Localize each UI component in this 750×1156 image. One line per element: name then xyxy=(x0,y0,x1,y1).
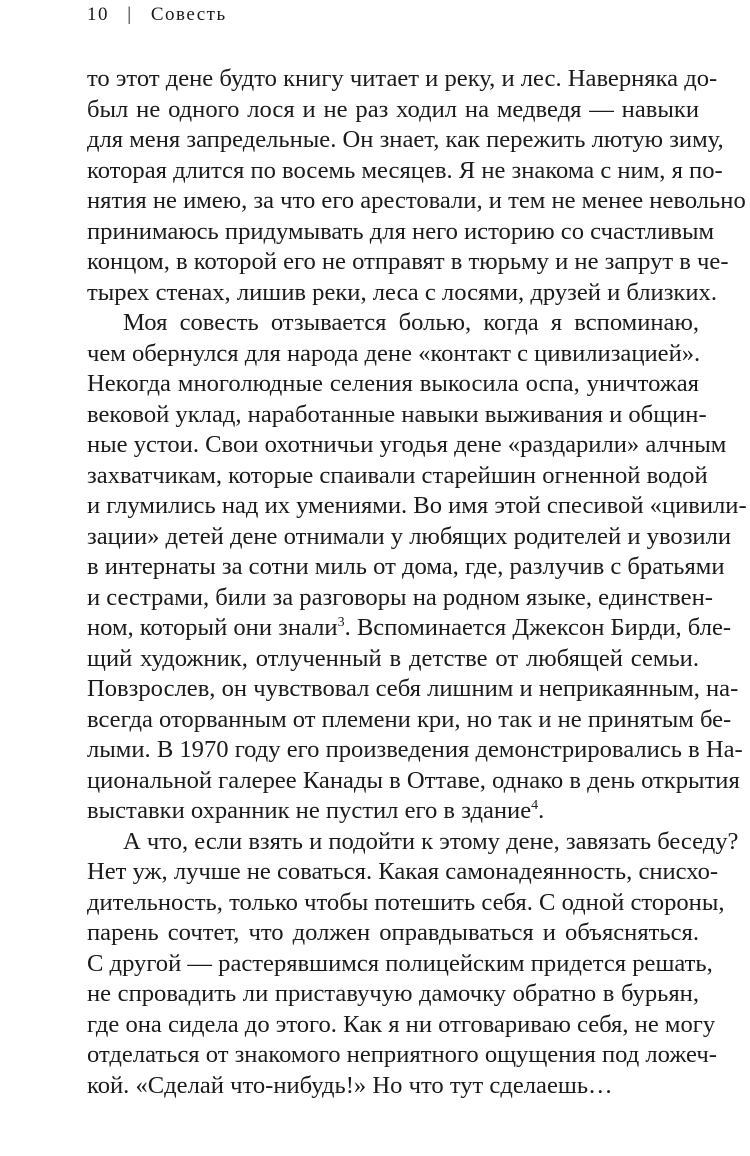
text-line: щий художник, отлученный в детстве от любящей семьи. xyxy=(87,644,699,672)
running-head xyxy=(87,3,227,27)
text-line: не спровадить ли приставучую дамочку обратно в бурьян, xyxy=(87,980,699,1007)
text-fragment: . xyxy=(538,797,545,824)
text-line xyxy=(87,613,732,644)
text-line: чем обернулся для народа дене «контакт с цивилизацией». xyxy=(87,339,701,367)
text-fragment: ном, который они знали xyxy=(87,614,338,641)
text-line: то этот дене будто книгу читает и реку, и лес. Наверняка до- xyxy=(87,65,718,92)
paragraph xyxy=(87,308,747,827)
text-line: концом, в которой его не отправят в тюрьму и не запрут в че- xyxy=(87,248,729,275)
text-line: ные устои. Свои охотничьи угодья дене «раздарили» алчным xyxy=(87,431,727,458)
text-line: всегда оторванным от племени кри, но так и не принятым бе- xyxy=(87,705,732,733)
text-line: для меня запредельные. Он знает, как пережить лютую зиму, xyxy=(87,126,724,153)
text-line: Повзрослев, он чувствовал себя лишним и неприкаянным, на- xyxy=(87,675,739,702)
text-line xyxy=(87,796,699,827)
text-line: циональной галерее Канады в Оттаве, однако в день открытия xyxy=(87,766,740,794)
text-fragment: выставки охранник не пустил его в здание xyxy=(87,797,532,824)
text-line: в интернаты за сотни миль от дома, где, разлучив с братьями xyxy=(87,553,725,580)
body-text xyxy=(87,64,747,1101)
footnote-marker: 4 xyxy=(531,798,539,813)
text-line: и сестрами, били за разговоры на родном языке, единствен- xyxy=(87,583,713,611)
text-line: был не одного лося и не раз ходил на медведя — навыки xyxy=(87,95,699,123)
chapter-title: Совесть xyxy=(150,4,227,25)
text-line: которая длится по восемь месяцев. Я не знакома с ним, я по- xyxy=(87,156,723,184)
text-line: где она сидела до этого. Как я ни отговариваю себя, не могу xyxy=(87,1010,716,1038)
text-fragment: . Вспоминается Джексон Бирди, бле- xyxy=(344,614,732,641)
text-line: кой. «Сделай что-нибудь!» Но что тут сделаешь… xyxy=(87,1071,613,1099)
text-line: Моя совесть отзывается болью, когда я вспоминаю, xyxy=(123,309,699,336)
text-line: отделаться от знакомого неприятного ощущения под ложеч- xyxy=(87,1041,717,1068)
text-line: дительность, только чтобы потешить себя. С одной стороны, xyxy=(87,888,725,916)
text-line: лыми. В 1970 году его произведения демонстрировались в На- xyxy=(87,736,743,763)
text-line: С другой — растерявшимся полицейским придется решать, xyxy=(87,949,713,977)
text-line: парень сочтет, что должен оправдываться и объясняться. xyxy=(87,919,699,946)
page-number: 10 xyxy=(87,4,109,25)
paragraph xyxy=(87,64,746,308)
footnote-marker: 3 xyxy=(337,615,345,630)
running-head-separator: | xyxy=(127,4,133,25)
text-line: зации» детей дене отнимали у любящих родителей и увозили xyxy=(87,522,732,550)
text-line: тырех стенах, лишив реки, леса с лосями, друзей и близких. xyxy=(87,278,717,306)
text-line: нятия не имею, за что его арестовали, и тем не менее невольно xyxy=(87,187,746,214)
text-line: и глумились над их умениями. Во имя этой спесивой «цивили- xyxy=(87,492,747,519)
text-line: Некогда многолюдные селения выкосила оспа, уничтожая xyxy=(87,370,699,397)
text-line: Нет уж, лучше не соваться. Какая самонадеянность, снисхо- xyxy=(87,858,719,885)
text-line: захватчикам, которые спаивали старейшин огненной водой xyxy=(87,461,708,489)
text-line: принимаюсь придумывать для него историю со счастливым xyxy=(87,217,715,245)
text-line: А что, если взять и подойти к этому дене, завязать беседу? xyxy=(123,827,739,855)
text-line: вековой уклад, наработанные навыки выживания и общин- xyxy=(87,400,707,428)
paragraph xyxy=(87,827,739,1102)
